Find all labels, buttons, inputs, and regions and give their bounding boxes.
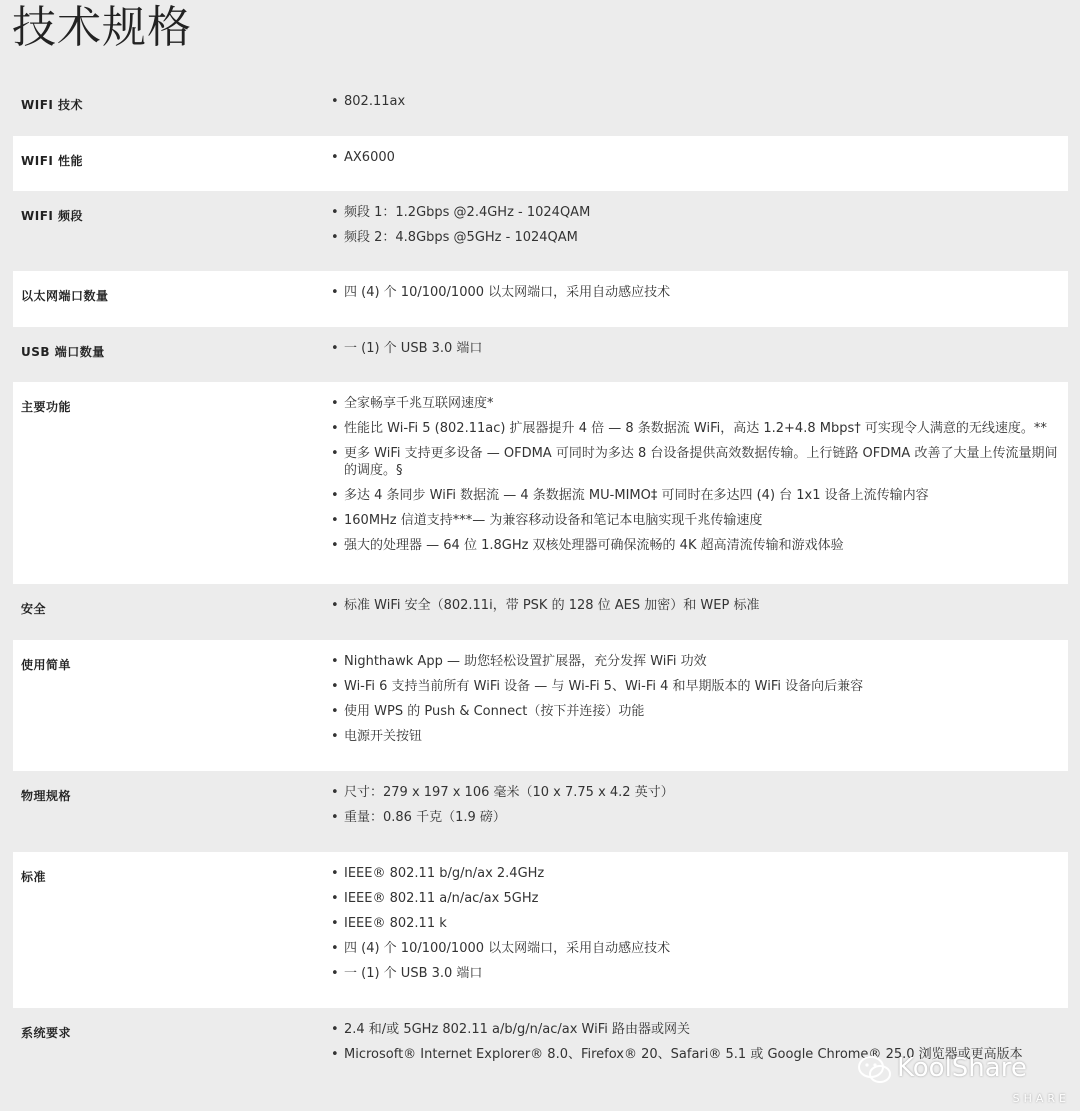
spec-value-item: • 四 (4) 个 10/100/1000 以太网端口，采用自动感应技术	[331, 284, 1060, 301]
spec-row	[13, 852, 1068, 1008]
spec-value-item: • IEEE® 802.11 a/n/ac/ax 5GHz	[331, 890, 1060, 907]
spec-value-list	[331, 640, 1068, 771]
spec-label: 使用简单	[21, 658, 72, 672]
spec-value-list	[331, 271, 1068, 327]
spec-value-item: • 160MHz 信道支持***— 为兼容移动设备和笔记本电脑实现千兆传输速度	[331, 512, 1060, 529]
spec-value-item: • 频段 2：4.8Gbps @5GHz - 1024QAM	[331, 229, 1060, 246]
watermark	[857, 1045, 1072, 1105]
spec-value-item: • Nighthawk App — 助您轻松设置扩展器，充分发挥 WiFi 功效	[331, 653, 1060, 670]
spec-row	[13, 640, 1068, 771]
spec-row	[13, 327, 1068, 382]
spec-value-item: • 电源开关按钮	[331, 728, 1060, 745]
spec-row	[13, 382, 1068, 584]
spec-row	[13, 80, 1068, 136]
spec-value-list	[331, 80, 1068, 136]
spec-label: 物理规格	[21, 789, 72, 803]
spec-table	[13, 80, 1068, 1102]
spec-value-item: • 尺寸：279 x 197 x 106 毫米（10 x 7.75 x 4.2 英寸）	[331, 784, 1060, 801]
spec-row	[13, 584, 1068, 640]
spec-row	[13, 136, 1068, 191]
spec-value-item: • 一 (1) 个 USB 3.0 端口	[331, 965, 1060, 982]
spec-row	[13, 271, 1068, 327]
spec-value-item: • 一 (1) 个 USB 3.0 端口	[331, 340, 1060, 357]
spec-value-item: • 802.11ax	[331, 93, 1060, 110]
watermark-sub: SHARE	[1012, 1092, 1070, 1105]
spec-label: USB 端口数量	[21, 345, 105, 359]
wechat-logo-icon	[857, 1055, 893, 1085]
spec-label: 以太网端口数量	[21, 289, 109, 303]
spec-value-list	[331, 382, 1068, 584]
spec-row	[13, 191, 1068, 271]
spec-value-item: • 使用 WPS 的 Push & Connect（按下并连接）功能	[331, 703, 1060, 720]
spec-value-item: • 标准 WiFi 安全（802.11i，带 PSK 的 128 位 AES 加密）和 WEP 标准	[331, 597, 1060, 614]
spec-value-item: • 多达 4 条同步 WiFi 数据流 — 4 条数据流 MU-MIMO‡ 可同时在多达四 (4) 台 1x1 设备上流传输内容	[331, 487, 1060, 504]
spec-value-item: • IEEE® 802.11 b/g/n/ax 2.4GHz	[331, 865, 1060, 882]
spec-value-list	[331, 852, 1068, 1008]
spec-label: WIFI 技术	[21, 98, 84, 112]
spec-value-item: • Microsoft® Internet Explorer® 8.0、Firefox® 20、Safari® 5.1 或 Google Chrome® 25.0 浏览器或更高版本	[331, 1046, 1060, 1063]
spec-value-item: • 全家畅享千兆互联网速度*	[331, 395, 1060, 412]
spec-label: 主要功能	[21, 400, 72, 414]
spec-value-item: • 更多 WiFi 支持更多设备 — OFDMA 可同时为多达 8 台设备提供高效数据传输。上行链路 OFDMA 改善了大量上传流量期间的调度。§	[331, 445, 1060, 479]
page-title: 技术规格	[12, 2, 192, 53]
spec-value-item: • IEEE® 802.11 k	[331, 915, 1060, 932]
spec-value-item: • Wi-Fi 6 支持当前所有 WiFi 设备 — 与 Wi-Fi 5、Wi-Fi 4 和早期版本的 WiFi 设备向后兼容	[331, 678, 1060, 695]
spec-value-item: • 四 (4) 个 10/100/1000 以太网端口，采用自动感应技术	[331, 940, 1060, 957]
spec-value-item: • 强大的处理器 — 64 位 1.8GHz 双核处理器可确保流畅的 4K 超高清流传输和游戏体验	[331, 537, 1060, 554]
spec-value-item: • 2.4 和/或 5GHz 802.11 a/b/g/n/ac/ax WiFi 路由器或网关	[331, 1021, 1060, 1038]
spec-label: 安全	[21, 602, 47, 616]
spec-value-list	[331, 191, 1068, 271]
watermark-brand: KoolShare	[897, 1053, 1027, 1083]
spec-value-list	[331, 584, 1068, 640]
spec-value-item: • 重量：0.86 千克（1.9 磅）	[331, 809, 1060, 826]
spec-label: 系统要求	[21, 1026, 72, 1040]
spec-value-list	[331, 327, 1068, 382]
spec-label: WIFI 性能	[21, 154, 84, 168]
spec-value-list	[331, 136, 1068, 191]
spec-label: WIFI 频段	[21, 209, 84, 223]
spec-label: 标准	[21, 870, 47, 884]
spec-value-list	[331, 771, 1068, 852]
spec-value-item: • AX6000	[331, 149, 1060, 166]
spec-value-item: • 频段 1：1.2Gbps @2.4GHz - 1024QAM	[331, 204, 1060, 221]
spec-value-item: • 性能比 Wi-Fi 5 (802.11ac) 扩展器提升 4 倍 — 8 条数据流 WiFi，高达 1.2+4.8 Mbps† 可实现令人满意的无线速度。**	[331, 420, 1060, 437]
spec-row	[13, 771, 1068, 852]
